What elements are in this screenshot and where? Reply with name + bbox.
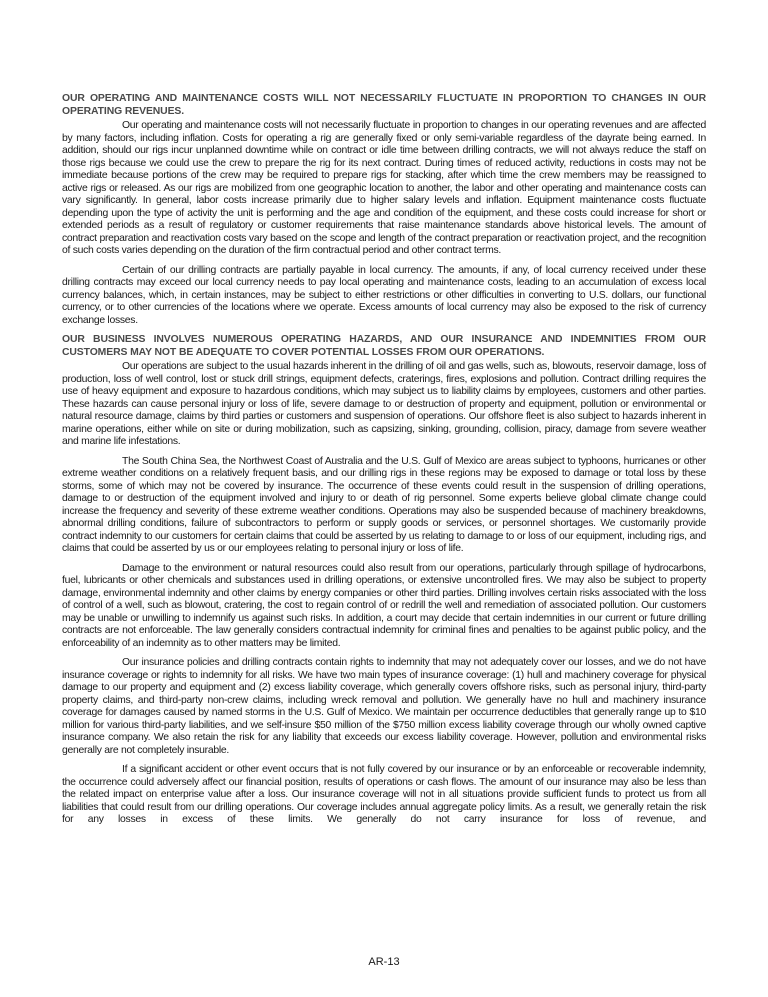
paragraph: Our operations are subject to the usual hazards inherent in the drilling of oil and gas wells, such as, blowouts, reservoir damage, loss of production, loss of well control, lost or stuck drill strings, equipment defects, craterings, fires, explosions and pollution. Contract drilling requires the use of heavy equipment and exposure to hazardous conditions, which may subject us to liability claims by employees, customers and other parties. These hazards can cause personal injury or loss of life, severe damage to or destruction of property and equipment, pollution or environmental or natural resource damage, claims by third parties or customers and suspension of operations. Our offshore fleet is also subject to hazards inherent in marine operations, either while on site or during mobilization, such as capsizing, sinking, grounding, collision, piracy, damage from severe weather and marine life infestations.: [62, 361, 706, 447]
paragraph: Damage to the environment or natural resources could also result from our operations, particularly through spillage of hydrocarbons, fuel, lubricants or other chemicals and substances used in drilling operations, or extensive uncontrolled fires. We may also be subject to property damage, environmental indemnity and other claims by energy companies or other third parties. Drilling involves certain risks associated with the loss of control of a well, such as blowout, cratering, the cost to regain control of or redrill the well and remediation of associated pollution. Our customers may be unable or unwilling to indemnify us against such risks. In addition, a court may decide that certain indemnities in our current or future drilling contracts are not enforceable. The law generally considers contractual indemnity for criminal fines and penalties to be against public policy, and the enforceability of an indemnity as to other matters may be limited.: [62, 562, 706, 649]
paragraph: Our operating and maintenance costs will not necessarily fluctuate in proportion to changes in our operating revenues and are affected by many factors, including inflation. Costs for operating a rig are generally fixed or only semi-variable regardless of the dayrate being earned. In addition, should our rigs incur unplanned downtime while on contract or idle time between drilling contracts, we will not always reduce the staff on those rigs because we could use the crew to prepare the rig for its next contract. During times of reduced activity, reductions in costs may not be immediate because portions of the crew may be required to prepare rigs for stacking, after which time the crew members may be reassigned to active rigs or released. As our rigs are mobilized from one geographic location to another, the labor and other operating and maintenance costs can vary significantly. In general, labor costs increase primarily due to higher salary levels and inflation. Equipment maintenance costs fluctuate depending upon the type of activity the unit is performing and the age and condition of the equipment, and these costs could increase for short or extended periods as a result of regulatory or customer requirements that raise maintenance standards above historical levels. The amount of contract preparation and reactivation costs vary based on the scope and length of the contract preparation or reactivation project, and the recognition of such costs varies depending on the duration of the firm contractual period and other contract terms.: [62, 120, 706, 256]
paragraph: The South China Sea, the Northwest Coast of Australia and the U.S. Gulf of Mexico are areas subject to typhoons, hurricanes or other extreme weather conditions on a relatively frequent basis, and our drilling rigs in these regions may be exposed to damage or total loss by these storms, some of which may not be covered by insurance. The occurrence of these events could result in the suspension of drilling operations, damage to or destruction of the equipment involved and injury to or death of rig personnel. Some experts believe global climate change could increase the frequency and severity of these extreme weather conditions. Operations may also be suspended because of machinery breakdowns, abnormal drilling conditions, failure of subcontractors to perform or supply goods or services, or personnel shortages. We customarily provide contract indemnity to our customers for certain claims that could be asserted by us relating to damage to or loss of our equipment, including rigs, and claims that could be asserted by us or our employees relating to personal injury or loss of life.: [62, 455, 706, 554]
paragraph: If a significant accident or other event occurs that is not fully covered by our insurance or by an enforceable or recoverable indemnity, the occurrence could adversely affect our financial position, results of operations or cash flows. The amount of our insurance may also be less than the related impact on enterprise value after a loss. Our insurance coverage will not in all situations provide sufficient funds to protect us from all liabilities that could result from our drilling operations. Our coverage includes annual aggregate policy limits. As a result, we generally retain the risk for any losses in excess of these limits. We generally do not carry insurance for loss of revenue, and: [62, 764, 706, 825]
document-body: [62, 93, 706, 834]
paragraph: Our insurance policies and drilling contracts contain rights to indemnity that may not adequately cover our losses, and we do not have insurance coverage or rights to indemnity for all risks. We have two main types of insurance coverage: (1) hull and machinery coverage for physical damage to our property and equipment and (2) excess liability coverage, which generally covers offshore risks, such as personal injury, third-party property claims, and third-party non-crew claims, including wreck removal and pollution. We generally have no hull and machinery insurance coverage for damages caused by named storms in the U.S. Gulf of Mexico. We maintain per occurrence deductibles that generally range up to $10 million for various third-party liabilities, and we self-insure $50 million of the $750 million excess liability coverage through our wholly owned captive insurance company. We also retain the risk for any liability that exceeds our excess liability coverage. However, pollution and environmental risks generally are not completely insurable.: [62, 657, 706, 756]
section-operating-hazards: [62, 334, 706, 827]
section-heading: OUR BUSINESS INVOLVES NUMEROUS OPERATING HAZARDS, AND OUR INSURANCE AND INDEMNITIES FROM OUR CUSTOMERS MAY NOT BE ADEQUATE TO COVER POTENTIAL LOSSES FROM OUR OPERATIONS.: [62, 334, 706, 358]
paragraph: Certain of our drilling contracts are partially payable in local currency. The amounts, if any, of local currency received under these drilling contracts may exceed our local currency needs to pay local operating and maintenance costs, leading to an accumulation of excess local currency balances, which, in certain instances, may be subject to either restrictions or other difficulties in converting to U.S. dollars, our functional currency, or to other currencies of the locations where we operate. Excess amounts of local currency may also be exposed to the risk of currency exchange losses.: [62, 264, 706, 326]
section-operating-costs: [62, 93, 706, 327]
section-heading: OUR OPERATING AND MAINTENANCE COSTS WILL NOT NECESSARILY FLUCTUATE IN PROPORTION TO CHANGES IN OUR OPERATING REVENUES.: [62, 93, 706, 117]
page-number: AR-13: [368, 956, 400, 968]
